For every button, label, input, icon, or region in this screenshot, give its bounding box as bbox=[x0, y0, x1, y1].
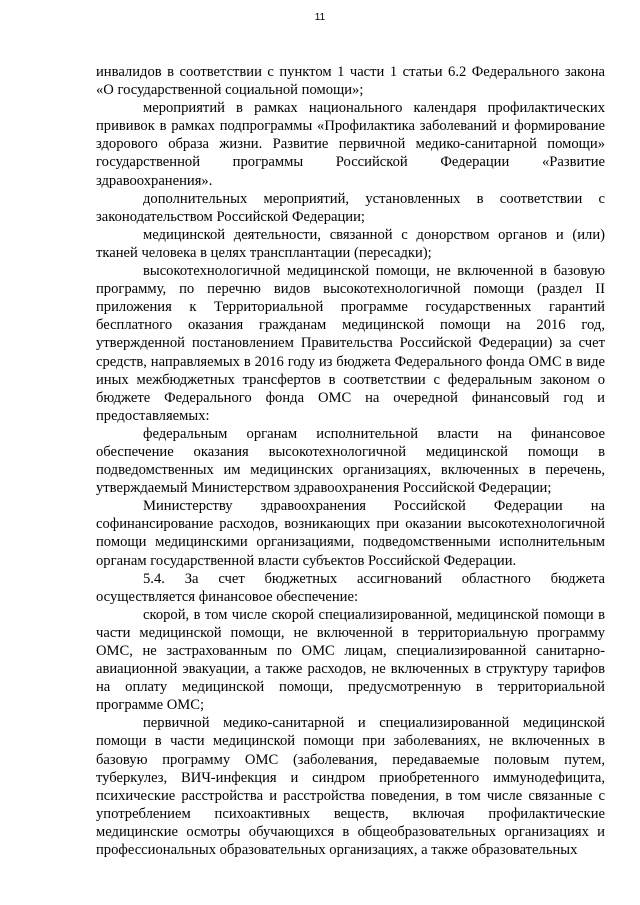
paragraph: медицинской деятельности, связанной с донорством органов и (или) тканей человека в целях трансплантации (пересадки); bbox=[96, 226, 605, 261]
paragraph: Министерству здравоохранения Российской Федерации на софинансирование расходов, возникающих при оказании высокотехнологичной помощи медицинскими организациями, подведомственными исполнительным органам государственной власти субъектов Российской Федерации. bbox=[96, 498, 605, 569]
paragraph: мероприятий в рамках национального календаря профилактических прививок в рамках подпрограммы «Профилактика заболеваний и формирование здорового образа жизни. Развитие первичной медико-санитарной помощи» государственной программы Российской Федерации «Развитие здравоохранения». bbox=[96, 100, 605, 189]
paragraph-section-5-4: 5.4. За счет бюджетных ассигнований областного бюджета осуществляется финансовое обеспечение: bbox=[96, 570, 605, 605]
paragraph: высокотехнологичной медицинской помощи, не включенной в базовую программу, по перечню видов высокотехнологичной помощи (раздел II приложения к Территориальной программе государственных гарантий бесплатного оказания гражданам медицинской помощи на 2016 год, утвержденной постановлением Правительства Российской Федерации) за счет средств, направляемых в 2016 году из бюджета Федерального фонда ОМС в виде иных межбюджетных трансфертов в соответствии с федеральным законом о бюджете Федерального фонда ОМС на очередной финансовый год и предоставляемых: bbox=[96, 263, 605, 424]
document-body bbox=[96, 63, 605, 859]
paragraph: первичной медико-санитарной и специализированной медицинской помощи в части медицинской помощи при заболеваниях, не включенных в базовую программу ОМС (заболевания, передаваемые половым путем, туберкулез, ВИЧ-инфекция и синдром приобретенного иммунодефицита, психические расстройства и расстройства поведения, в том числе связанные с употреблением психоактивных веществ, включая профилактические медицинские осмотры обучающихся в общеобразовательных организациях и профессиональных образовательных организациях, а также образовательных bbox=[96, 715, 605, 859]
paragraph: скорой, в том числе скорой специализированной, медицинской помощи в части медицинской помощи, не включенной в территориальную программу ОМС, не застрахованным по ОМС лицам, специализированной санитарно-авиационной эвакуации, а также расходов, не включенных в структуру тарифов на оплату медицинской помощи, предусмотренную в территориальной программе ОМС; bbox=[96, 606, 605, 714]
paragraph: дополнительных мероприятий, установленных в соответствии с законодательством Российской Федерации; bbox=[96, 190, 605, 225]
page-number: 11 bbox=[314, 12, 326, 23]
paragraph: федеральным органам исполнительной власти на финансовое обеспечение оказания высокотехнологичной медицинской помощи в подведомственных им медицинских организациях, включенных в перечень, утверждаемый Министерством здравоохранения Российской Федерации; bbox=[96, 425, 605, 497]
paragraph-continuation: инвалидов в соответствии с пунктом 1 части 1 статьи 6.2 Федерального закона «О государственной социальной помощи»; bbox=[96, 64, 605, 99]
